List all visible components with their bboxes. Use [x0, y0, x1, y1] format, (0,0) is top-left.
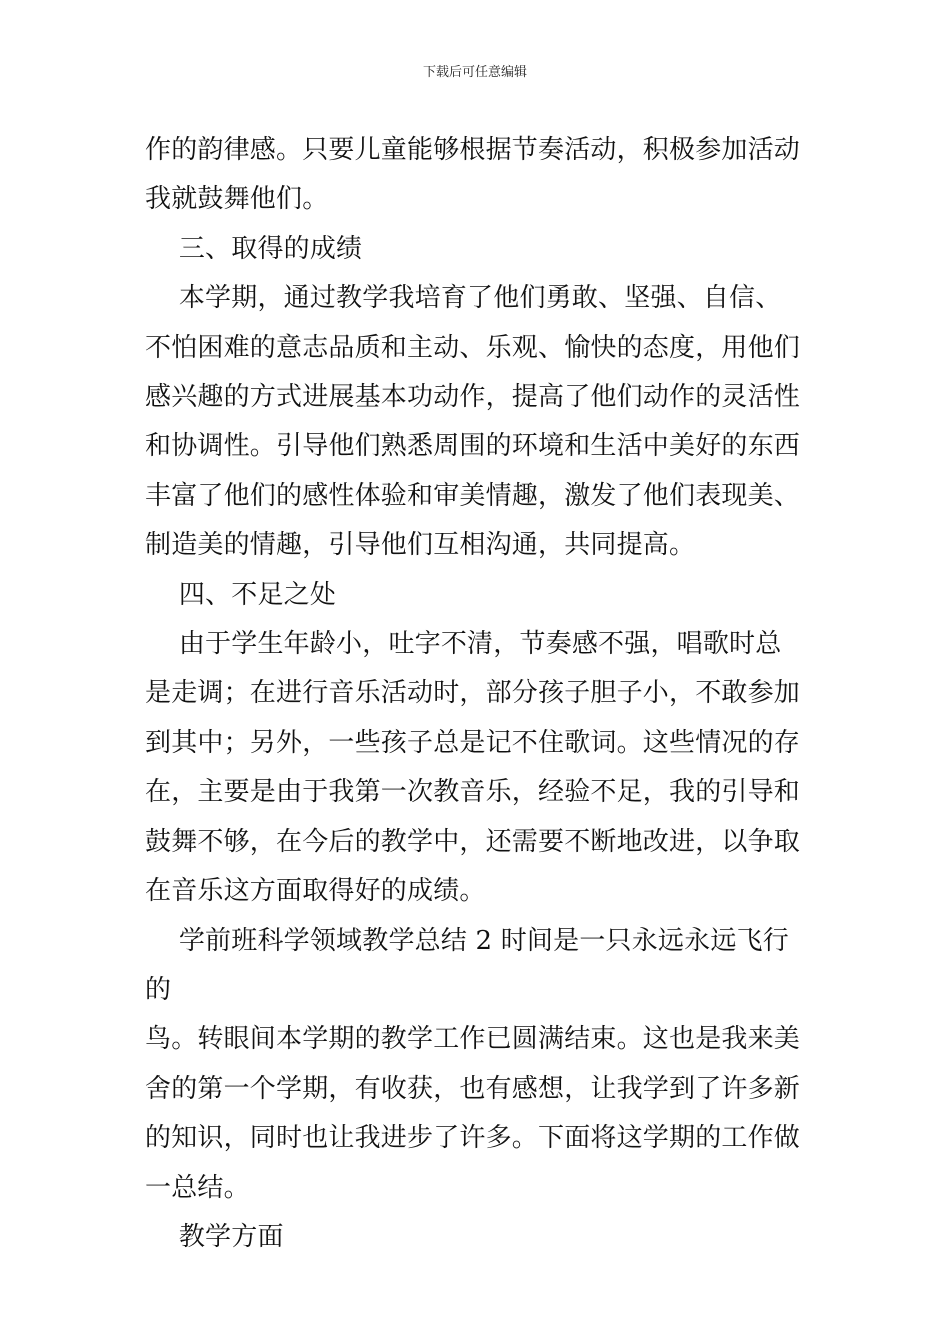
text-line: 和协调性。引导他们熟悉周围的环境和生活中美好的东西: [145, 431, 801, 462]
text-line: 是走调；在进行音乐活动时，部分孩子胆子小，不敢参加: [145, 678, 801, 709]
page-header: 下载后可任意编辑: [422, 65, 527, 80]
text-line: 在音乐这方面取得好的成绩。: [145, 876, 486, 907]
text-line: 感兴趣的方式进展基本功动作，提高了他们动作的灵活性: [145, 382, 801, 413]
document-body: [145, 126, 810, 1262]
section-heading: 教学方面: [145, 1221, 284, 1252]
section-heading: 三、取得的成绩: [145, 233, 363, 264]
text-line: 在，主要是由于我第一次教音乐，经验不足，我的引导和: [145, 777, 801, 808]
text-line: 不怕困难的意志品质和主动、乐观、愉快的态度，用他们: [145, 332, 801, 363]
text-line: 我就鼓舞他们。: [145, 184, 329, 215]
text-line: 舍的第一个学期，有收获，也有感想，让我学到了许多新: [145, 1073, 801, 1104]
text-line: 本学期，通过教学我培育了他们勇敢、坚强、自信、: [145, 283, 782, 314]
text-line: 学前班科学领域教学总结 2 时间是一只永远永远飞行的: [145, 925, 789, 1005]
text-line: 鼓舞不够，在今后的教学中，还需要不断地改进，以争取: [145, 826, 801, 857]
text-line: 作的韵律感。只要儿童能够根据节奏活动，积极参加活动: [145, 135, 801, 165]
text-line: 一总结。: [145, 1172, 250, 1203]
text-line: 丰富了他们的感性体验和审美情趣，激发了他们表现美、: [145, 480, 801, 511]
section-heading: 四、不足之处: [145, 579, 337, 610]
text-line: 鸟。转眼间本学期的教学工作已圆满结束。这也是我来美: [145, 1024, 801, 1055]
text-line: 制造美的情趣，引导他们互相沟通，共同提高。: [145, 530, 696, 561]
text-line: 到其中；另外，一些孩子总是记不住歌词。这些情况的存: [145, 727, 801, 758]
text-line: 由于学生年龄小，吐字不清，节奏感不强，唱歌时总: [145, 629, 782, 660]
text-line: 的知识，同时也让我进步了许多。下面将这学期的工作做: [145, 1123, 801, 1154]
